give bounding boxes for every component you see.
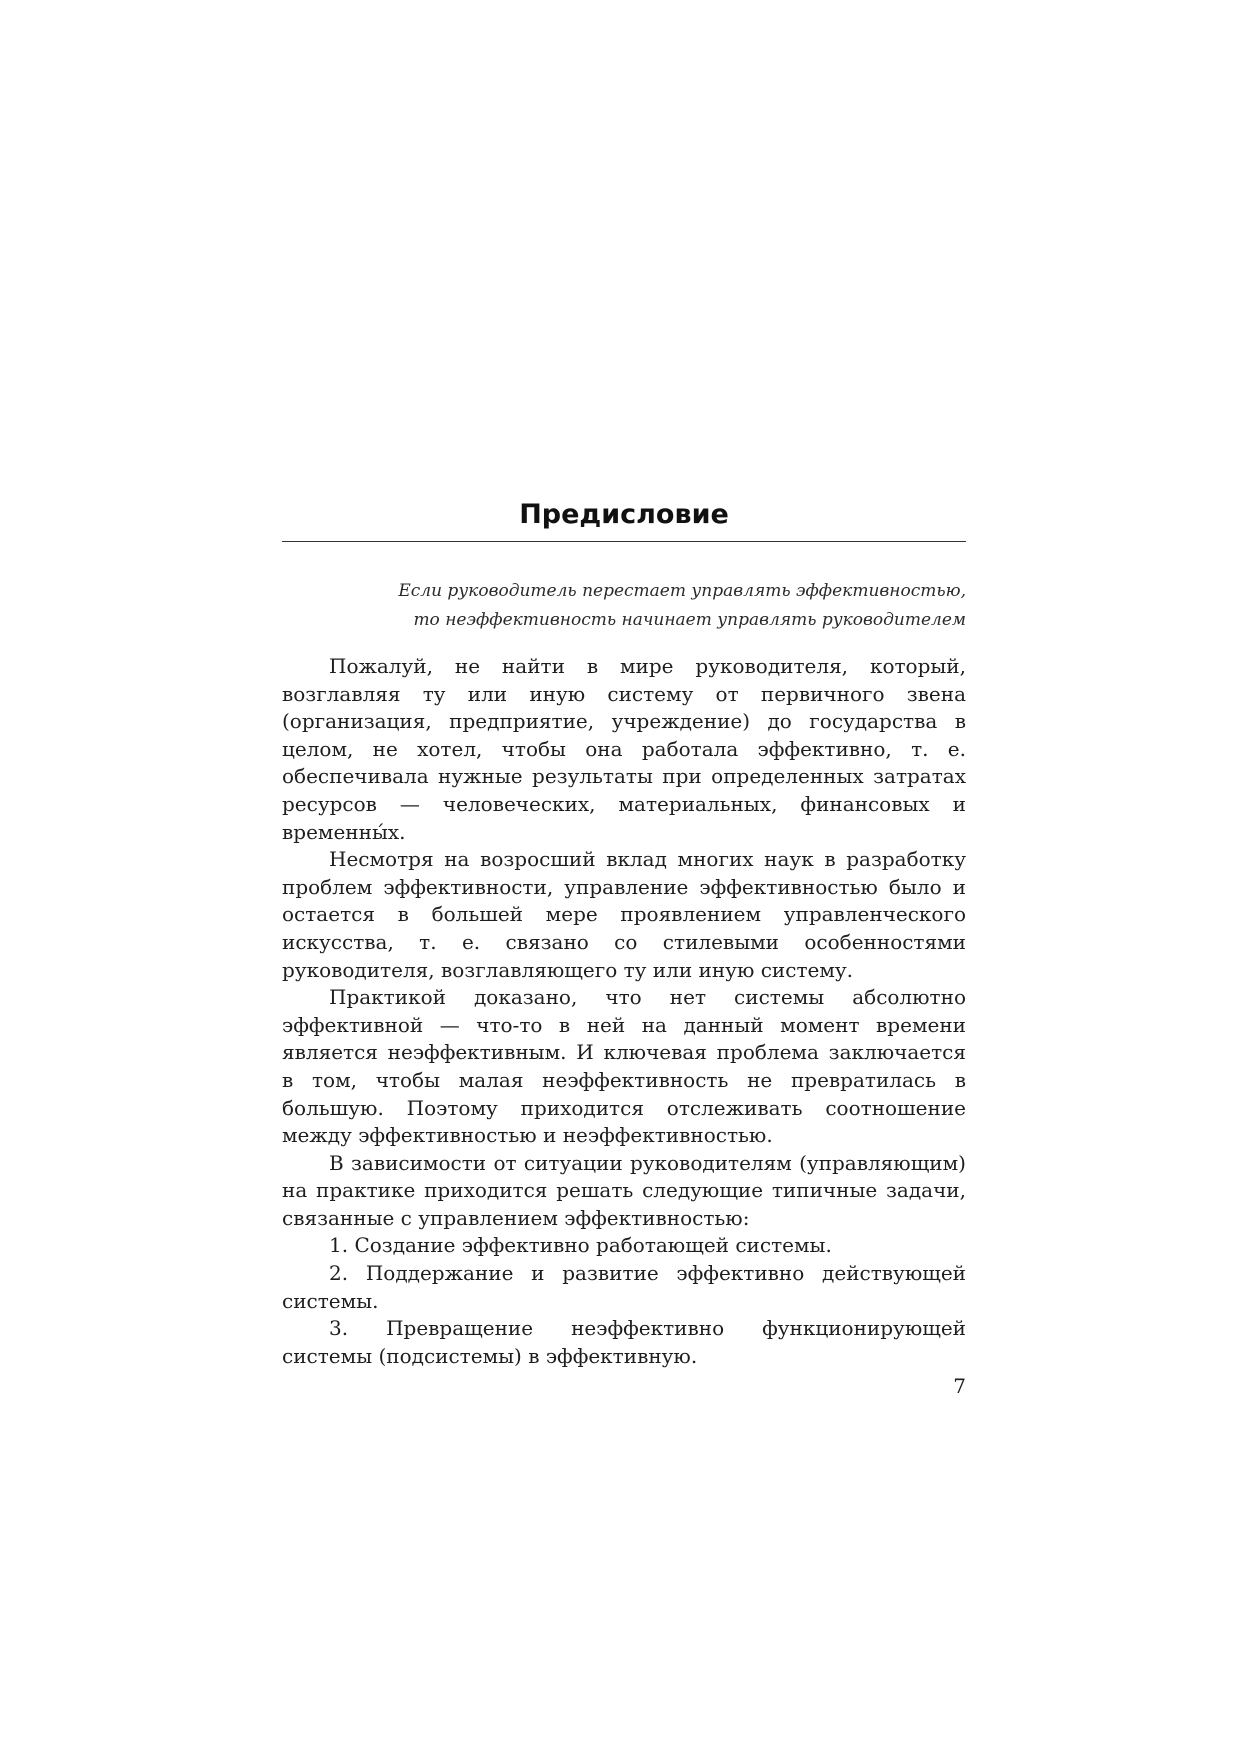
list-item: 1. Создание эффективно работающей системы.: [329, 1233, 832, 1258]
paragraph: В зависимости от ситуации руководителям (управляющим) на практике приходится решать следующие типичные задачи, связанные с управлением эффективностью:: [282, 1150, 966, 1230]
paragraph: Пожалуй, не найти в мире руководителя, который, возглавляя ту или иную систему от первичного звена (организация, предприятие, учреждение) до государства в целом, не хотел, чтобы она работала эффективно, т. е. обеспечивала нужные результаты при определенных затратах ресурсов — человеческих, материальных, финансовых и временны́х.: [282, 654, 966, 844]
list-item: 3. Превращение неэффективно функционирующей системы (подсистемы) в эффективную.: [282, 1316, 966, 1368]
page-number: 7: [953, 1374, 966, 1398]
epigraph: [282, 577, 966, 635]
epigraph-line: то неэффективность начинает управлять руководителем: [413, 610, 966, 630]
paragraph: Несмотря на возросший вклад многих наук в разработку проблем эффективности, управление эффективностью было и остается в большей мере проявлением управленческого искусства, т. е. связано со стилевыми особенностями руководителя, возглавляющего ту или иную систему.: [282, 847, 966, 982]
body-text: [282, 653, 966, 1370]
title-divider: [282, 541, 966, 542]
paragraph: Практикой доказано, что нет системы абсолютно эффективной — что-то в ней на данный момент времени является неэффективным. И ключевая проблема заключается в том, чтобы малая неэффективность не превратилась в большую. Поэтому приходится отслеживать соотношение между эффективностью и неэффективностью.: [282, 985, 966, 1148]
epigraph-line: Если руководитель перестает управлять эффективностью,: [398, 581, 966, 601]
list-item: 2. Поддержание и развитие эффективно действующей системы.: [282, 1261, 966, 1313]
page-title: Предисловие: [519, 499, 729, 530]
